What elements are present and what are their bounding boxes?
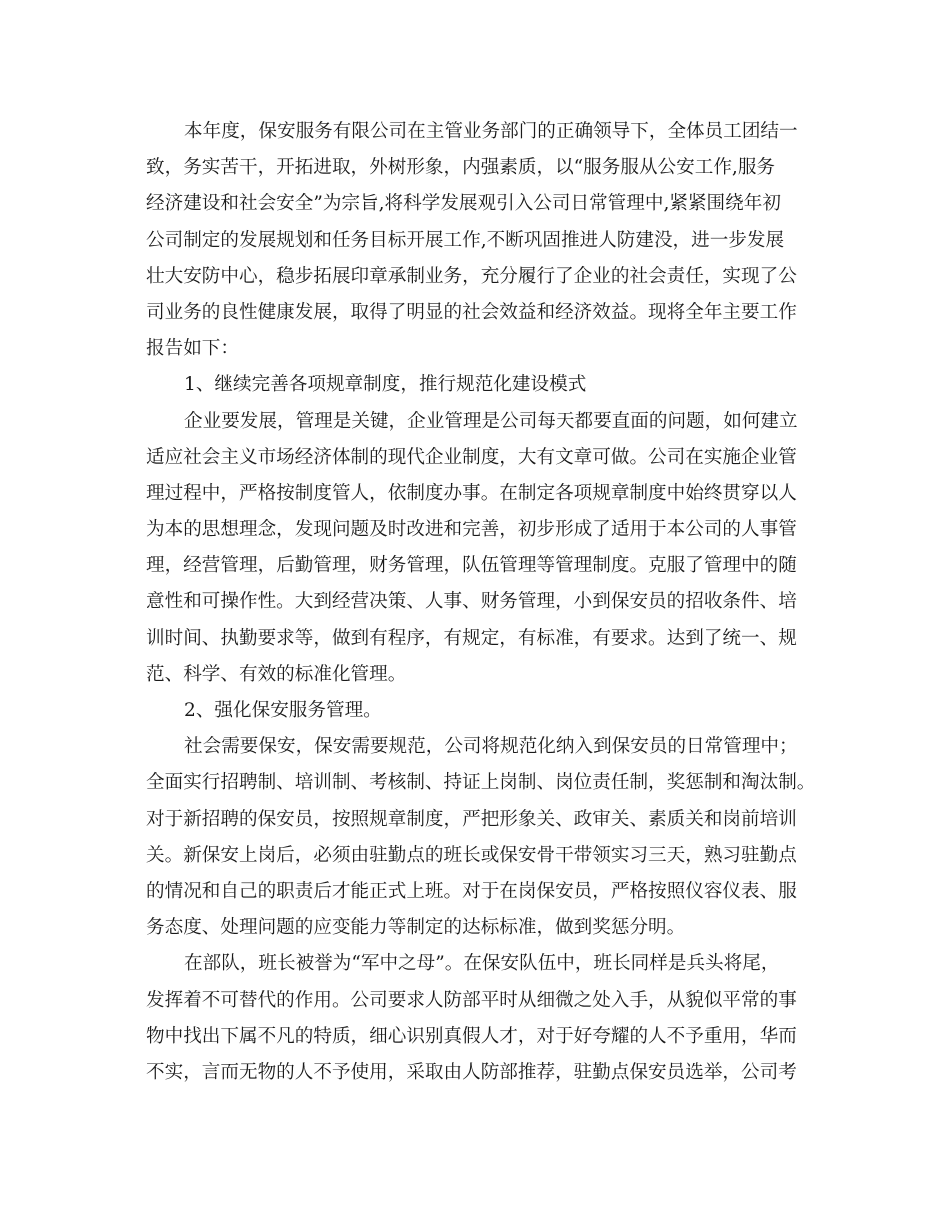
document-line: 企业要发展，管理是关键，企业管理是公司每天都要直面的问题，如何建立 xyxy=(184,410,798,432)
document-line: 1、继续完善各项规章制度，推行规范化建设模式 xyxy=(184,374,587,396)
document-line: 的情况和自己的职责后才能正式上班。对于在岗保安员，严格按照仪容仪表、服 xyxy=(146,880,797,902)
document-body xyxy=(146,114,816,1091)
document-line: 训时间、执勤要求等，做到有程序，有规定，有标准，有要求。达到了统一、规 xyxy=(146,627,797,649)
document-line: 壮大安防中心，稳步拓展印章承制业务，充分履行了企业的社会责任，实现了公 xyxy=(146,265,797,287)
document-line: 物中找出下属不凡的特质，细心识别真假人才，对于好夸耀的人不予重用，华而 xyxy=(146,1025,797,1047)
document-line: 理，经营管理，后勤管理，财务管理，队伍管理等管理制度。克服了管理中的随 xyxy=(146,555,797,577)
document-line: 社会需要保安，保安需要规范，公司将规范化纳入到保安员的日常管理中； xyxy=(184,736,798,758)
document-line: 本年度，保安服务有限公司在主管业务部门的正确领导下，全体员工团结一 xyxy=(184,121,798,142)
document-line: 关。新保安上岗后，必须由驻勤点的班长或保安骨干带领实习三天，熟习驻勤点 xyxy=(146,844,797,866)
document-line: 不实，言而无物的人不予使用，采取由人防部推荐，驻勤点保安员选举，公司考 xyxy=(146,1061,797,1083)
document-line: 全面实行招聘制、培训制、考核制、持证上岗制、岗位责任制，奖惩制和淘汰制。 xyxy=(146,772,816,794)
document-line: 务态度、处理问题的应变能力等制定的达标标准，做到奖惩分明。 xyxy=(146,917,686,939)
document-line: 司业务的良性健康发展，取得了明显的社会效益和经济效益。现将全年主要工作 xyxy=(146,301,797,323)
document-line: 公司制定的发展规划和任务目标开展工作,不断巩固推进人防建没，进一步发展 xyxy=(146,229,785,251)
document-line: 理过程中，严格按制度管人，依制度办事。在制定各项规章制度中始终贯穿以人 xyxy=(146,482,797,504)
document-line: 发挥着不可替代的作用。公司要求人防部平时从细微之处入手，从貌似平常的事 xyxy=(146,989,797,1011)
document-line: 致，务实苦干，开拓进取，外树形象，内强素质，以“服务服从公安工作,服务 xyxy=(146,157,776,179)
document-line: 范、科学、有效的标准化管理。 xyxy=(146,663,407,685)
document-line: 经济建设和社会安全”为宗旨,将科学发展观引入公司日常管理中,紧紧围绕年初 xyxy=(146,193,781,215)
document-line: 在部队，班长被誉为“军中之母”。在保安队伍中，班长同样是兵头将尾， xyxy=(184,953,780,975)
document-line: 2、强化保安服务管理。 xyxy=(184,700,382,721)
document-line: 报告如下： xyxy=(146,338,239,360)
document-line: 适应社会主义市场经济体制的现代企业制度，大有文章可做。公司在实施企业管 xyxy=(146,446,797,468)
document-line: 意性和可操作性。大到经营决策、人事、财务管理，小到保安员的招收条件、培 xyxy=(146,591,797,613)
document-line: 为本的思想理念，发现问题及时改进和完善，初步形成了适用于本公司的人事管 xyxy=(146,519,797,541)
document-line: 对于新招聘的保安员，按照规章制度，严把形象关、政审关、素质关和岗前培训 xyxy=(146,808,797,830)
